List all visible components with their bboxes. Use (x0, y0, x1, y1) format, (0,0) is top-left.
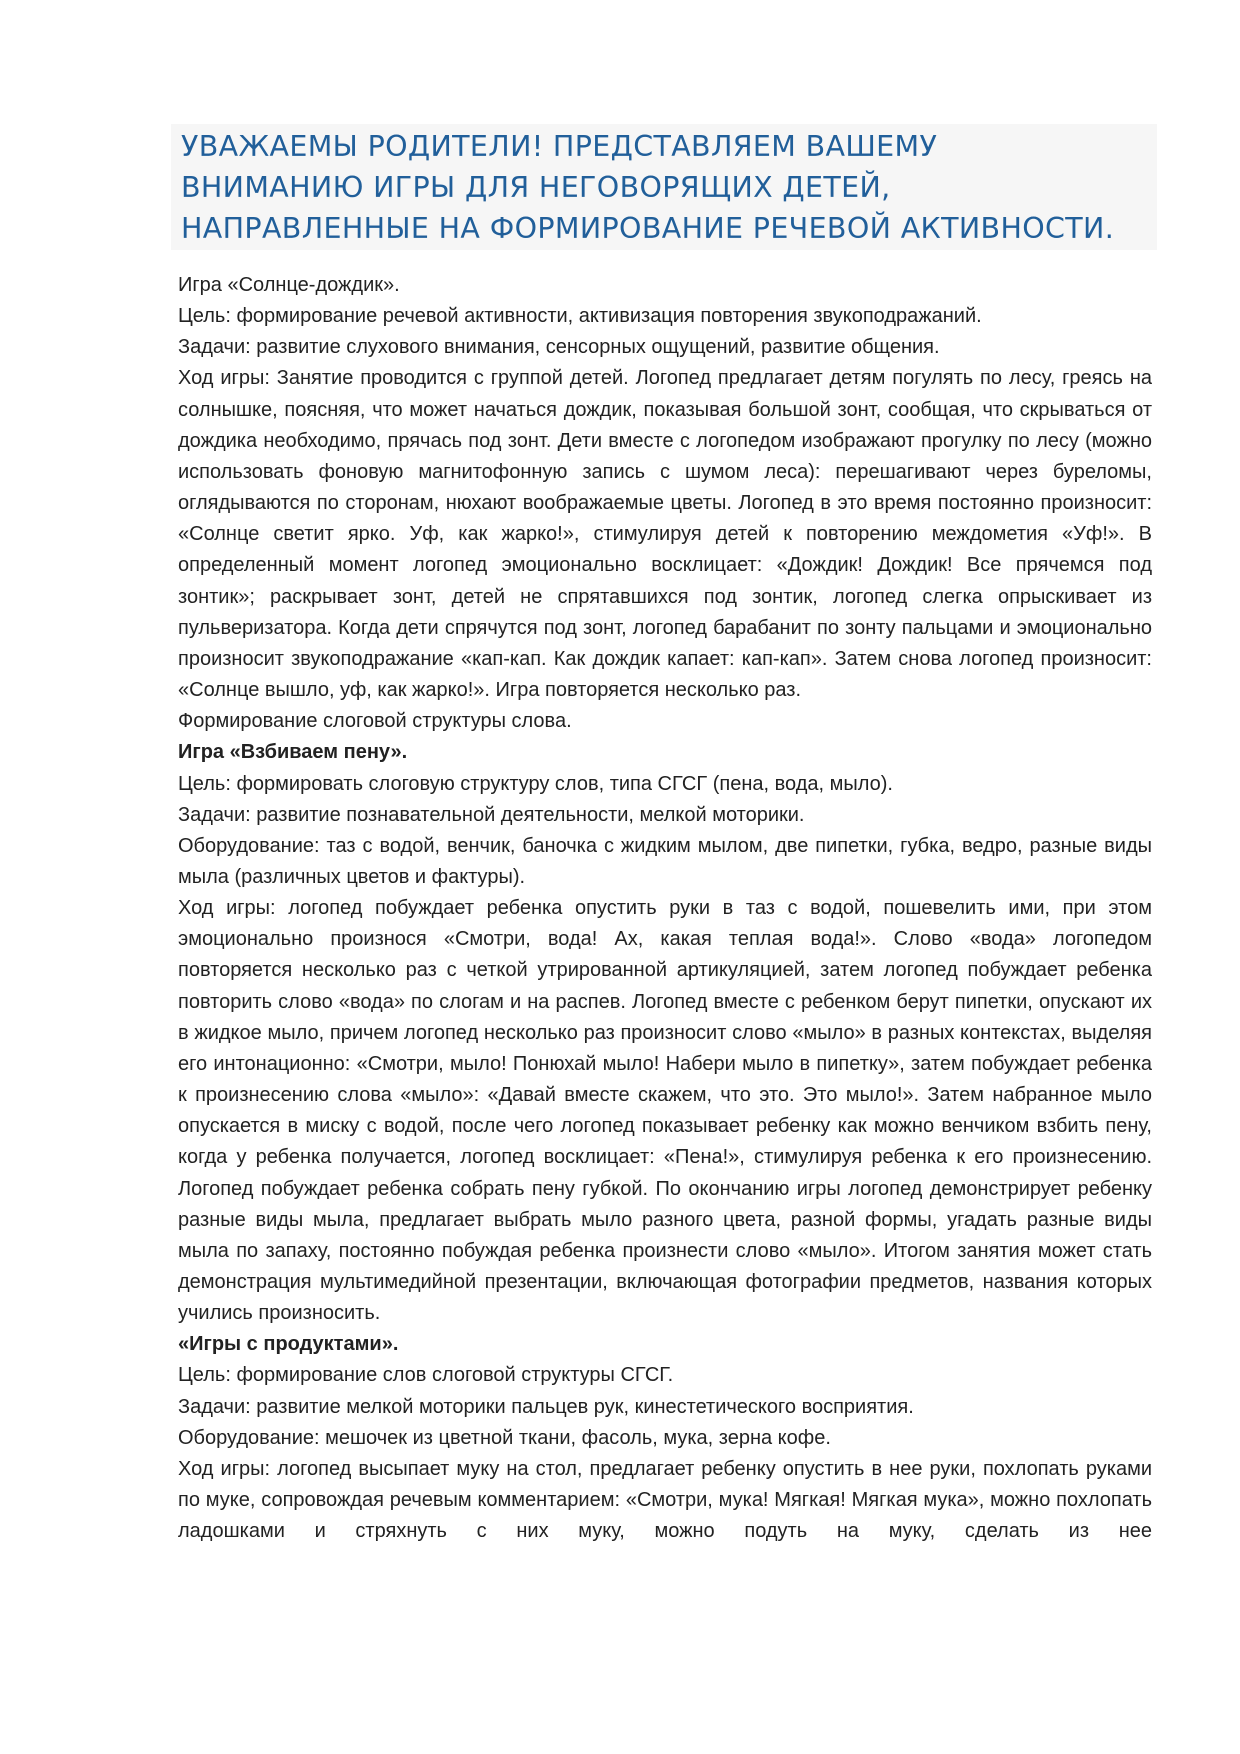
section-syllable-structure: Формирование слоговой структуры слова. (178, 710, 572, 733)
game1-tasks: Задачи: развитие слухового внимания, сенсорных ощущений, развитие общения. (178, 336, 940, 359)
game2-tasks: Задачи: развитие познавательной деятельности, мелкой моторики. (178, 803, 805, 826)
game2-process: Ход игры: логопед побуждает ребенка опустить руки в таз с водой, пошевелить ими, при этом эмоционально произнося «Смотри, вода! Ах, какая теплая вода!». Слово «вода» логопедом повторяется несколько раз с четкой утрированной артикуляцией, затем логопед побуждает ребенка повторить слово «вода» по слогам и на распев. Логопед вместе с ребенком берут пипетки, опускают их в жидкое мыло, причем логопед несколько раз произносит слово «мыло» в разных контекстах, выделяя его интонационно: «Смотри, мыло! Понюхай мыло! Набери мыло в пипетку», затем побуждает ребенка к произнесению слова «мыло»: «Давай вместе скажем, что это. Это мыло!». Затем набранное мыло опускается в миску с водой, после чего логопед показывает ребенку как можно венчиком взбить пену, когда у ребенка получается, логопед восклицает: «Пена!», стимулируя ребенка к его произнесению. Логопед побуждает ребенка собрать пену губкой. По окончанию игры логопед демонстрирует ребенку разные виды мыла, предлагает выбрать мыло разного цвета, разной формы, угадать разные виды мыла по запаху, постоянно побуждая ребенка произнести слово «мыло». Итогом занятия может стать демонстрация мультимедийной презентации, включающая фотографии предметов, названия которых учились произносить. (178, 897, 1152, 1325)
page-title-line: НАПРАВЛЕННЫЕ НА ФОРМИРОВАНИЕ РЕЧЕВОЙ АКТИВНОСТИ. (181, 212, 1115, 245)
game2-title: Игра «Взбиваем пену». (178, 741, 408, 764)
game1-goal: Цель: формирование речевой активности, активизация повторения звукоподражаний. (178, 305, 982, 328)
game1-process: Ход игры: Занятие проводится с группой детей. Логопед предлагает детям погулять по лесу, греясь на солнышке, поясняя, что может начаться дождик, показывая большой зонт, сообщая, что скрываться от дождика необходимо, прячась под зонт. Дети вместе с логопедом изображают прогулку по лесу (можно использовать фоновую магнитофонную запись с шумом леса): перешагивают через буреломы, оглядываются по сторонам, нюхают воображаемые цветы. Логопед в это время постоянно произносит: «Солнце светит ярко. Уф, как жарко!», стимулируя детей к повторению междометия «Уф!». В определенный момент логопед эмоционально восклицает: «Дождик! Дождик! Все прячемся под зонтик»; раскрывает зонт, детей не спрятавшихся под зонтик, логопед слегка опрыскивает из пульверизатора. Когда дети спрячутся под зонт, логопед барабанит по зонту пальцами и эмоционально произносит звукоподражание «кап-кап. Как дождик капает: кап-кап». Затем снова логопед произносит: «Солнце вышло, уф, как жарко!». Игра повторяется несколько раз. (178, 367, 1152, 702)
page-title-line: УВАЖАЕМЫ РОДИТЕЛИ! ПРЕДСТАВЛЯЕМ ВАШЕМУ (181, 130, 938, 163)
game2-equipment: Оборудование: таз с водой, венчик, баночка с жидким мылом, две пипетки, губка, ведро, разные виды мыла (различных цветов и фактуры). (178, 834, 1152, 888)
game3-process: Ход игры: логопед высыпает муку на стол, предлагает ребенку опустить в нее руки, похлопать руками по муке, сопровождая речевым комментарием: «Смотри, мука! Мягкая! Мягкая мука», можно похлопать ладошками и стряхнуть с них муку, можно подуть на муку, сделать из нее (178, 1457, 1152, 1543)
game3-title: «Игры с продуктами». (178, 1333, 399, 1356)
game3-goal: Цель: формирование слов слоговой структуры СГСГ. (178, 1364, 674, 1387)
game3-equipment: Оборудование: мешочек из цветной ткани, фасоль, мука, зерна кофе. (178, 1426, 831, 1449)
game1-title: Игра «Солнце-дождик». (178, 274, 400, 296)
page-title-line: ВНИМАНИЮ ИГРЫ ДЛЯ НЕГОВОРЯЩИХ ДЕТЕЙ, (181, 171, 891, 204)
document-body (178, 270, 1152, 1547)
page-title (181, 126, 1157, 249)
game2-goal: Цель: формировать слоговую структуру слов, типа СГСГ (пена, вода, мыло). (178, 772, 893, 795)
game3-tasks: Задачи: развитие мелкой моторики пальцев рук, кинестетического восприятия. (178, 1395, 914, 1418)
